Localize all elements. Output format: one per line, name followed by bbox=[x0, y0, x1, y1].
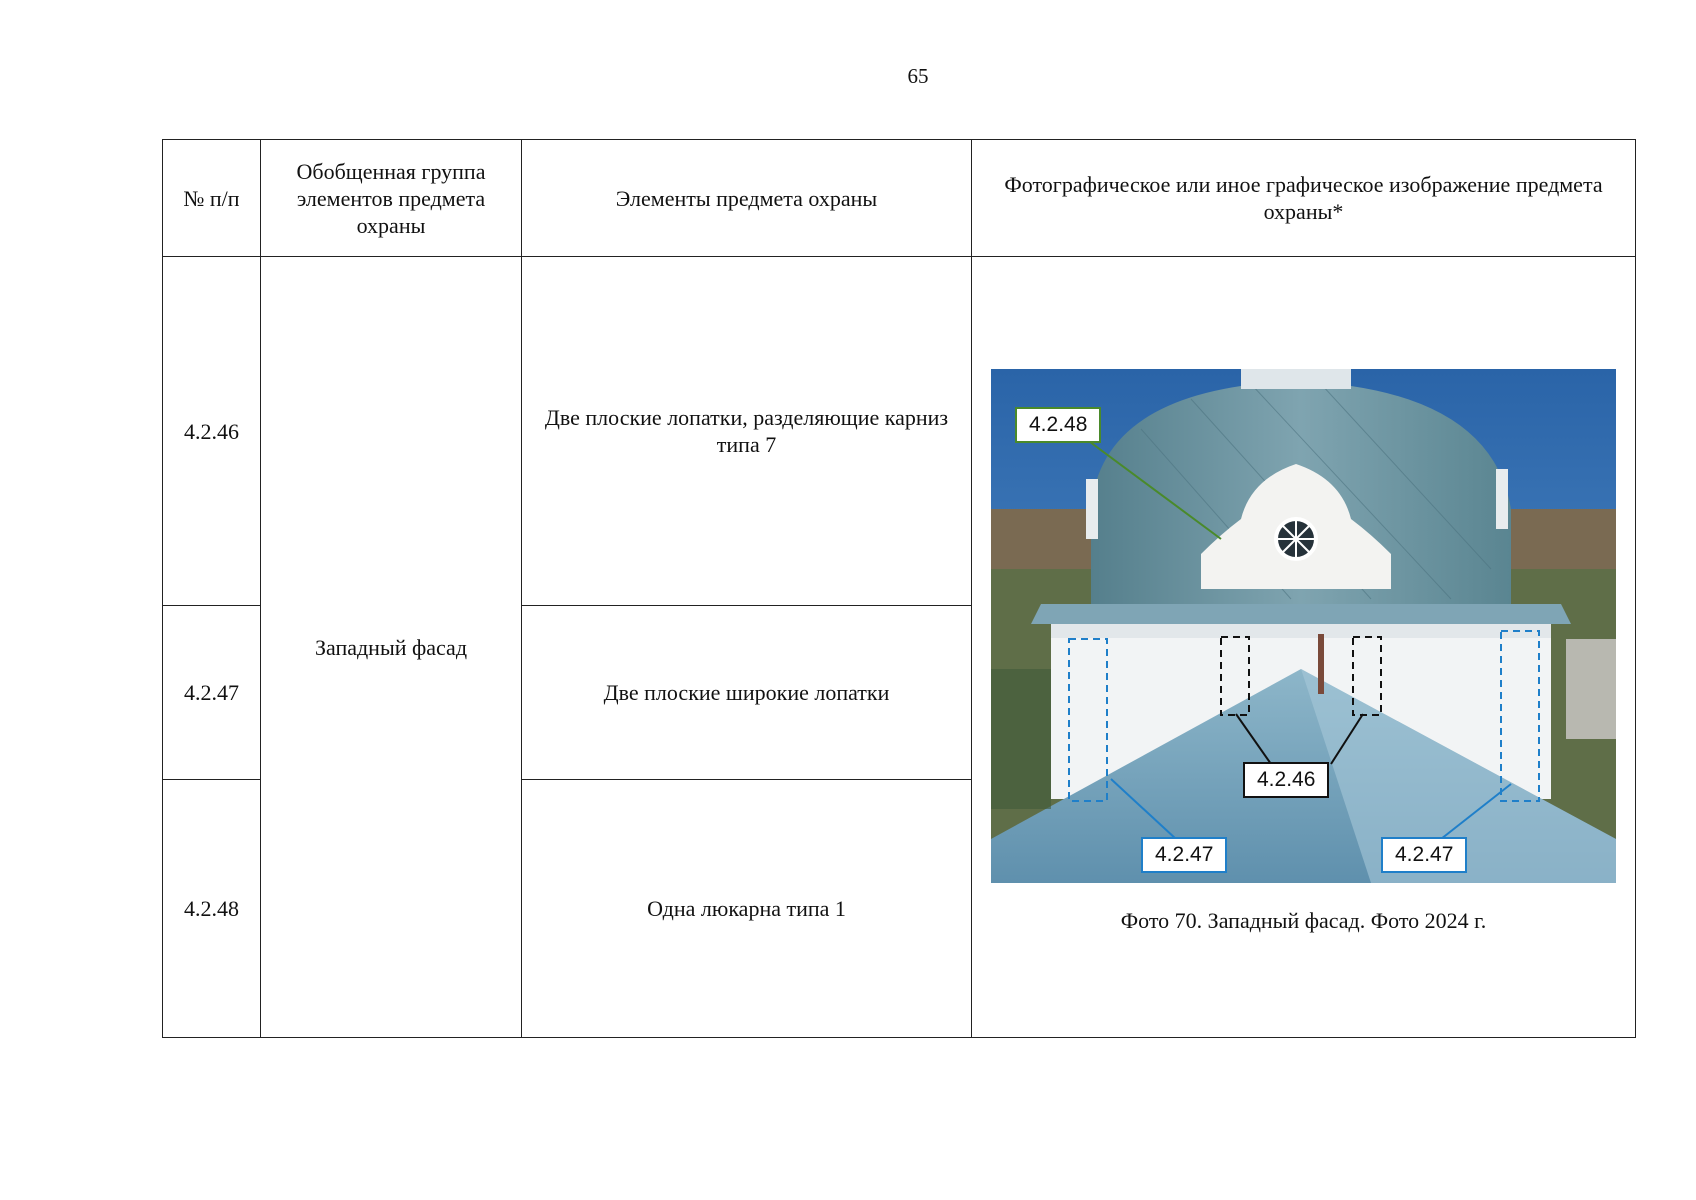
table-row bbox=[163, 257, 1636, 606]
row-element: Две плоские лопатки, разделяющие карниз типа 7 bbox=[522, 257, 972, 606]
callout-4-2-47-left: 4.2.47 bbox=[1141, 837, 1227, 873]
group-cell: Западный фасад bbox=[261, 257, 522, 1038]
callout-4-2-47-right: 4.2.47 bbox=[1381, 837, 1467, 873]
header-elements: Элементы предмета охраны bbox=[522, 140, 972, 257]
row-num: 4.2.46 bbox=[163, 257, 261, 606]
header-image: Фотографическое или иное графическое изображение предмета охраны* bbox=[972, 140, 1636, 257]
callout-4-2-46: 4.2.46 bbox=[1243, 762, 1329, 798]
facade-photo-image bbox=[991, 369, 1616, 883]
page-number: 65 bbox=[907, 64, 929, 88]
callout-4-2-48: 4.2.48 bbox=[1015, 407, 1101, 443]
table-header-row bbox=[163, 140, 1636, 257]
header-group: Обобщенная группа элементов предмета охраны bbox=[261, 140, 522, 257]
row-element: Две плоские широкие лопатки bbox=[522, 606, 972, 780]
header-num: № п/п bbox=[163, 140, 261, 257]
row-element: Одна люкарна типа 1 bbox=[522, 780, 972, 1038]
photo-caption: Фото 70. Западный фасад. Фото 2024 г. bbox=[1120, 908, 1487, 933]
row-num: 4.2.47 bbox=[163, 606, 261, 780]
row-num: 4.2.48 bbox=[163, 780, 261, 1038]
photo-cell bbox=[972, 257, 1636, 1038]
protection-table bbox=[162, 139, 1636, 1038]
facade-photo bbox=[991, 369, 1616, 883]
